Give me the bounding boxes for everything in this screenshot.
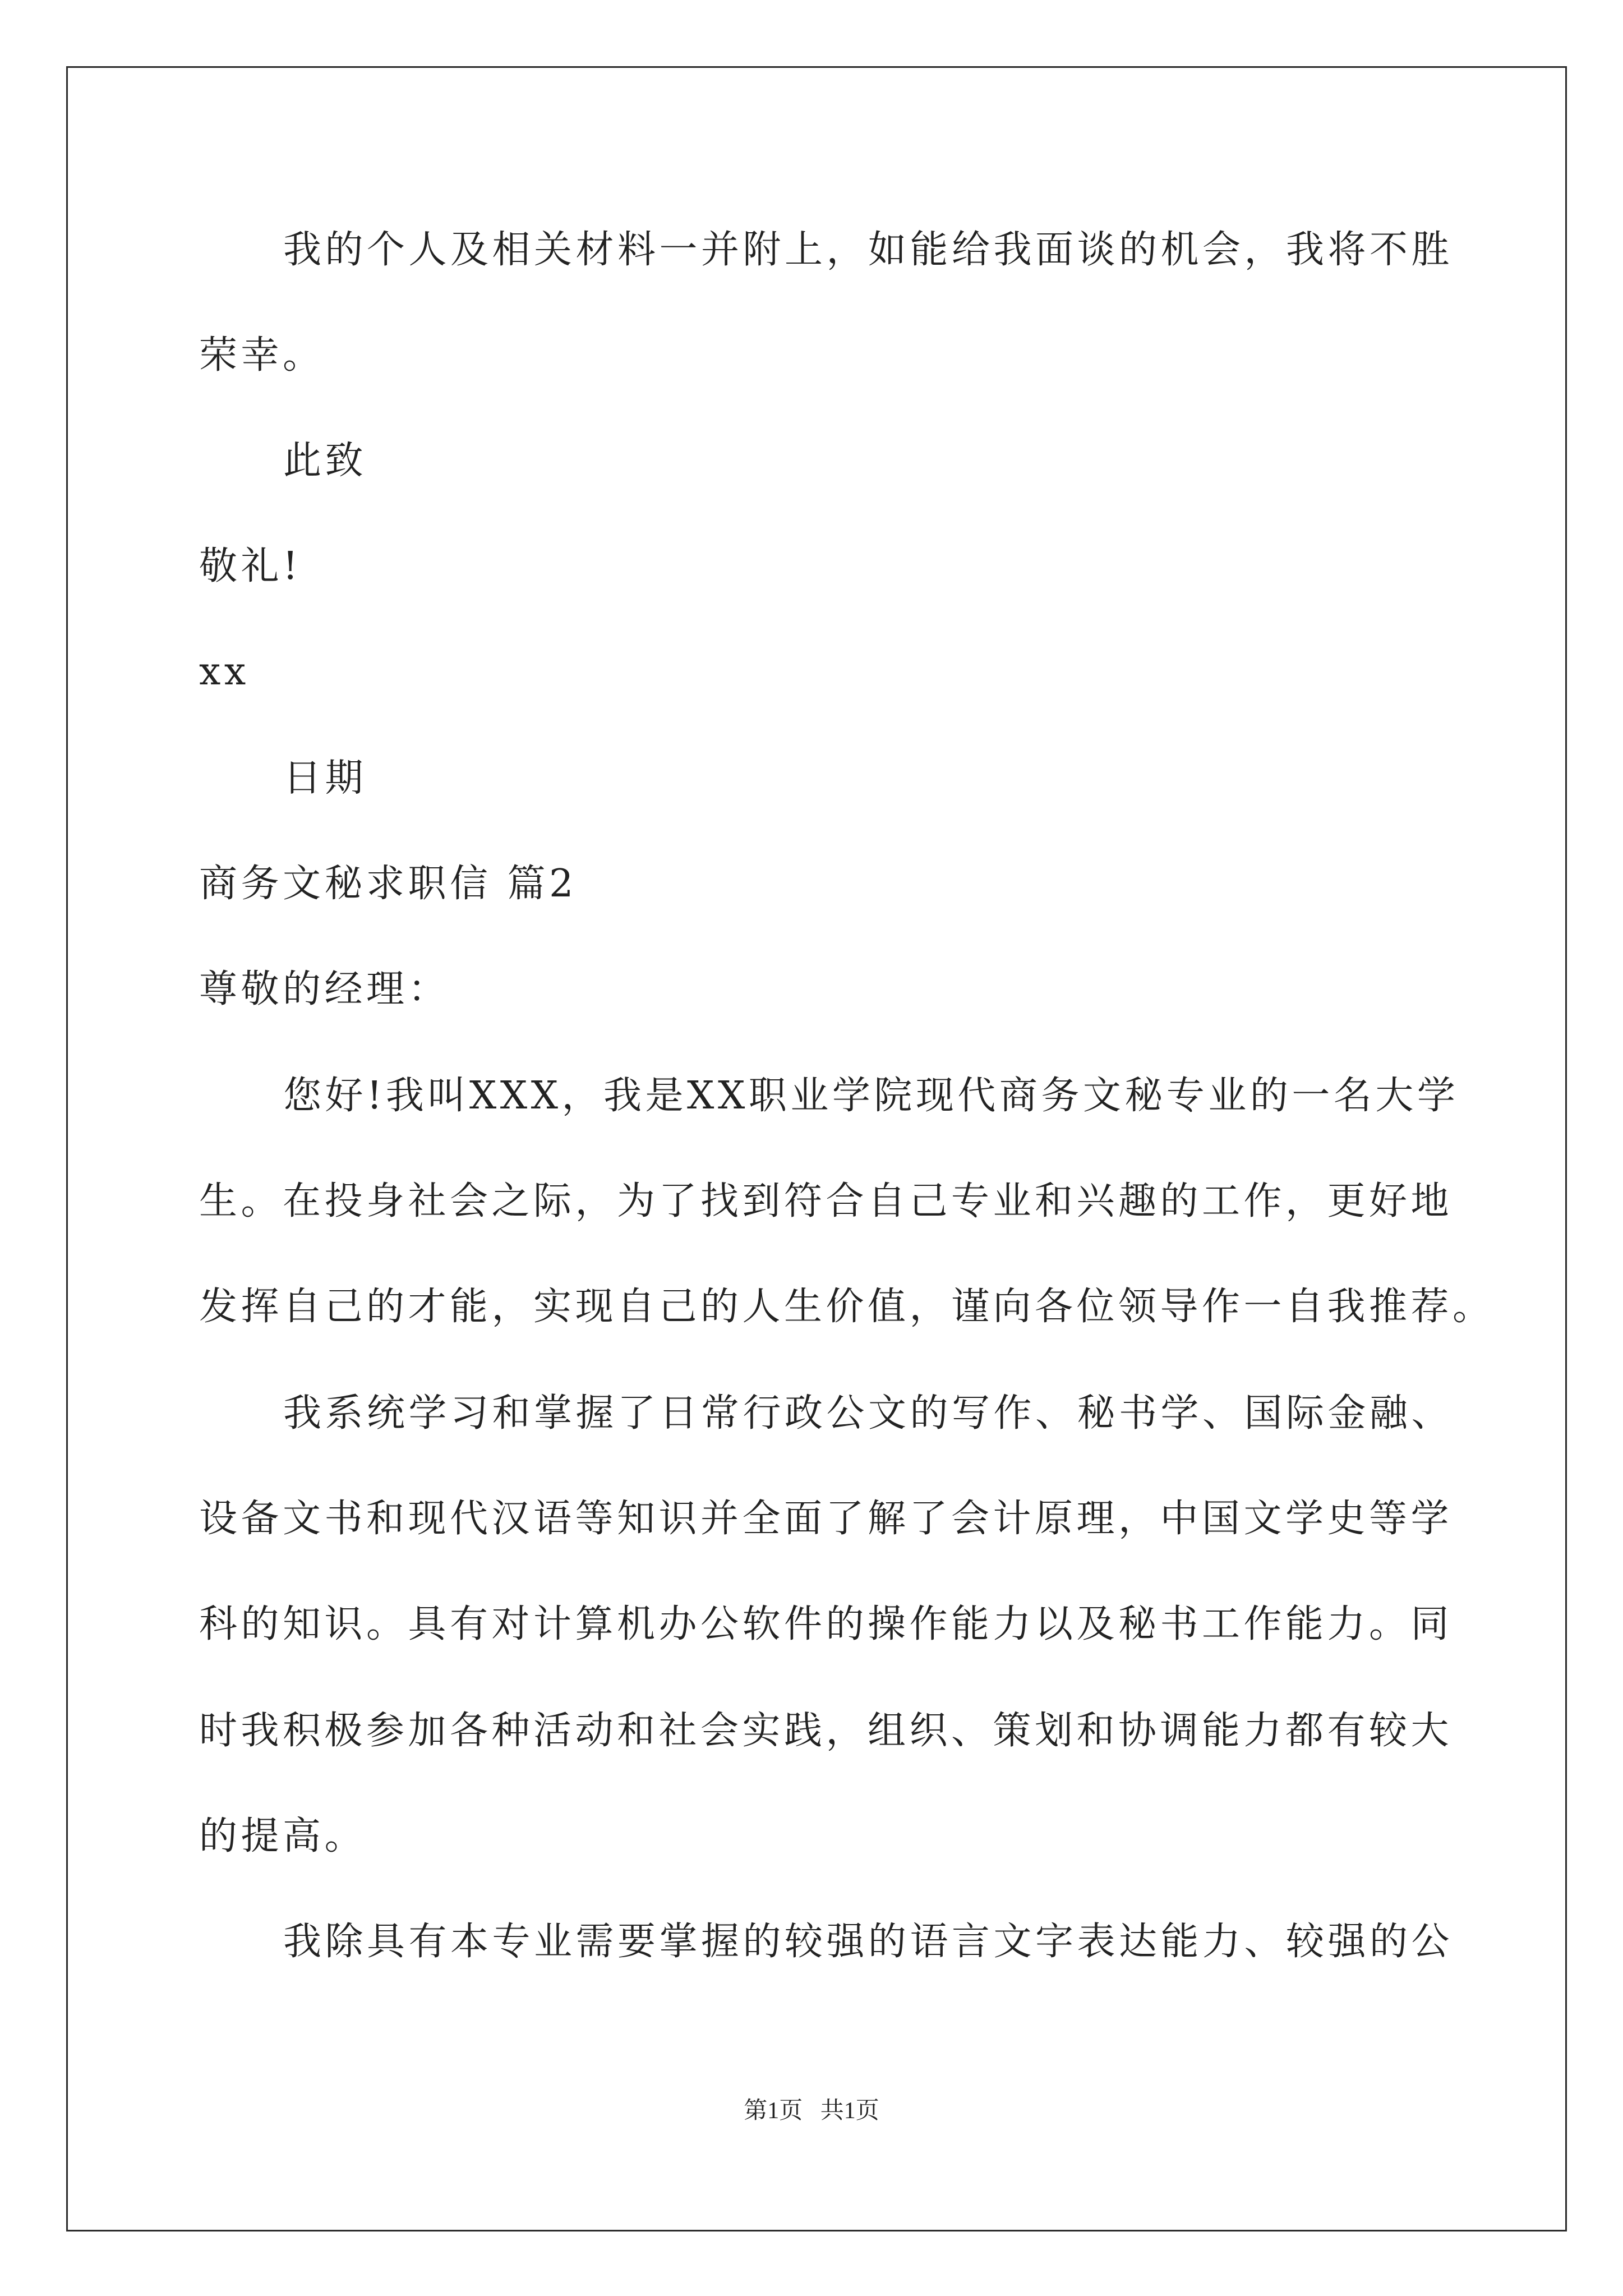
text-line: 敬礼! bbox=[199, 544, 302, 588]
text-line: 科的知识。具有对计算机办公软件的操作能力以及秘书工作能力。同 bbox=[199, 1602, 1453, 1646]
page-footer: 第1页 共1页 bbox=[744, 2098, 879, 2124]
text-line: 荣幸。 bbox=[199, 333, 325, 378]
text-line: 发挥自己的才能，实现自己的人生价值，谨向各位领导作一自我推荐。 bbox=[199, 1285, 1495, 1329]
salutation: 尊敬的经理： bbox=[199, 967, 450, 1011]
text-line: 设备文书和现代汉语等知识并全面了解了会计原理，中国文学史等学 bbox=[199, 1497, 1453, 1541]
text-line: 的提高。 bbox=[199, 1814, 367, 1858]
text-line: 时我积极参加各种活动和社会实践，组织、策划和协调能力都有较大 bbox=[199, 1709, 1453, 1753]
section-heading: 商务文秘求职信 篇2 bbox=[199, 862, 577, 906]
text-line: 此致 bbox=[283, 439, 367, 483]
text-line: 我除具有本专业需要掌握的较强的语言文字表达能力、较强的公 bbox=[283, 1920, 1454, 1964]
text-line: xx bbox=[199, 650, 250, 694]
text-line: 我的个人及相关材料一并附上，如能给我面谈的机会，我将不胜 bbox=[283, 228, 1454, 272]
text-line: 日期 bbox=[283, 756, 367, 800]
text-line: 生。在投身社会之际，为了找到符合自己专业和兴趣的工作，更好地 bbox=[199, 1179, 1453, 1223]
text-line: 您好!我叫XXX，我是XX职业学院现代商务文秘专业的一名大学 bbox=[283, 1074, 1459, 1118]
text-line: 我系统学习和掌握了日常行政公文的写作、秘书学、国际金融、 bbox=[283, 1391, 1454, 1435]
document-page bbox=[66, 66, 1567, 2231]
